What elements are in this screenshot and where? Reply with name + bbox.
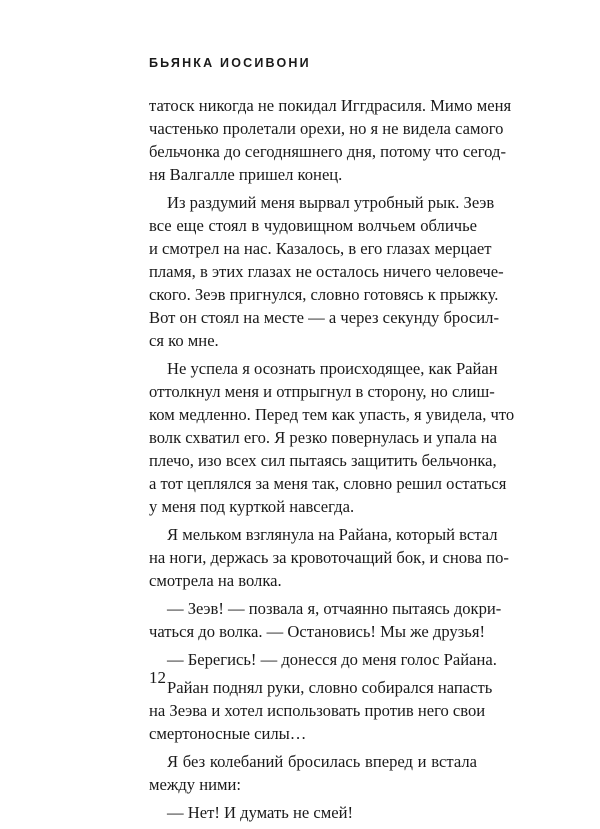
text-line: — Берегись! — донесся до меня голос Райана. [167, 650, 497, 669]
paragraph [149, 357, 515, 518]
text-line: Не успела я осознать происходящее, как Райан [167, 359, 498, 378]
paragraph [149, 750, 477, 796]
text-line: ся ко мне. [149, 331, 219, 350]
text-line: все еще стоял в чудовищном волчьем обличье [149, 216, 477, 235]
text-line: на Зеэва и хотел использовать против него свои [149, 701, 486, 720]
text-line: Вот он стоял на месте — а через секунду бросил- [149, 308, 499, 327]
text-line: бельчонка до сегодняшнего дня, потому что сегод- [149, 142, 506, 161]
text-line: волк схватил его. Я резко повернулась и упала на [149, 428, 498, 447]
text-line: пламя, в этих глазах не осталось ничего человече- [149, 262, 504, 281]
text-line: смотрела на волка. [149, 571, 282, 590]
paragraph [149, 597, 502, 643]
paragraph [149, 94, 512, 186]
text-line: и смотрел на нас. Казалось, в его глазах мерцает [149, 239, 492, 258]
text-line: ня Валгалле пришел конец. [149, 165, 343, 184]
text-line: а тот цеплялся за меня так, словно решил остаться [149, 474, 507, 493]
paragraph [149, 676, 493, 745]
text-line: чаться до волка. — Остановись! Мы же друзья! [149, 622, 486, 641]
text-line: — Зеэв! — позвала я, отчаянно пытаясь докри- [167, 599, 502, 618]
running-head: БЬЯНКА ИОСИВОНИ [149, 56, 311, 70]
text-line: Я без колебаний бросилась вперед и встала [167, 752, 477, 771]
text-line: смертоносные силы… [149, 724, 307, 743]
text-line: Из раздумий меня вырвал утробный рык. Зеэв [167, 193, 495, 212]
body-text [149, 94, 515, 829]
paragraph [149, 648, 497, 671]
text-line: частенько пролетали орехи, но я не видела самого [149, 119, 504, 138]
text-line: на ноги, держась за кровоточащий бок, и снова по- [149, 548, 509, 567]
text-line: плечо, изо всех сил пытаясь защитить бельчонка, [149, 451, 497, 470]
text-line: — Нет! И думать не смей! [167, 803, 353, 822]
text-line: Райан поднял руки, словно собирался напасть [167, 678, 493, 697]
text-line: татоск никогда не покидал Иггдрасиля. Мимо меня [149, 96, 512, 115]
text-line: Я мельком взглянула на Райана, который встал [167, 525, 498, 544]
text-line: ком медленно. Перед тем как упасть, я увидела, что [149, 405, 515, 424]
paragraph [149, 801, 477, 824]
text-line: между ними: [149, 775, 241, 794]
paragraph [149, 523, 509, 592]
text-line: у меня под курткой навсегда. [149, 497, 355, 516]
paragraph [149, 191, 504, 352]
text-line: ского. Зеэв пригнулся, словно готовясь к прыжку. [149, 285, 499, 304]
page-number: 12 [149, 668, 166, 687]
text-line: оттолкнул меня и отпрыгнул в сторону, но слиш- [149, 382, 495, 401]
